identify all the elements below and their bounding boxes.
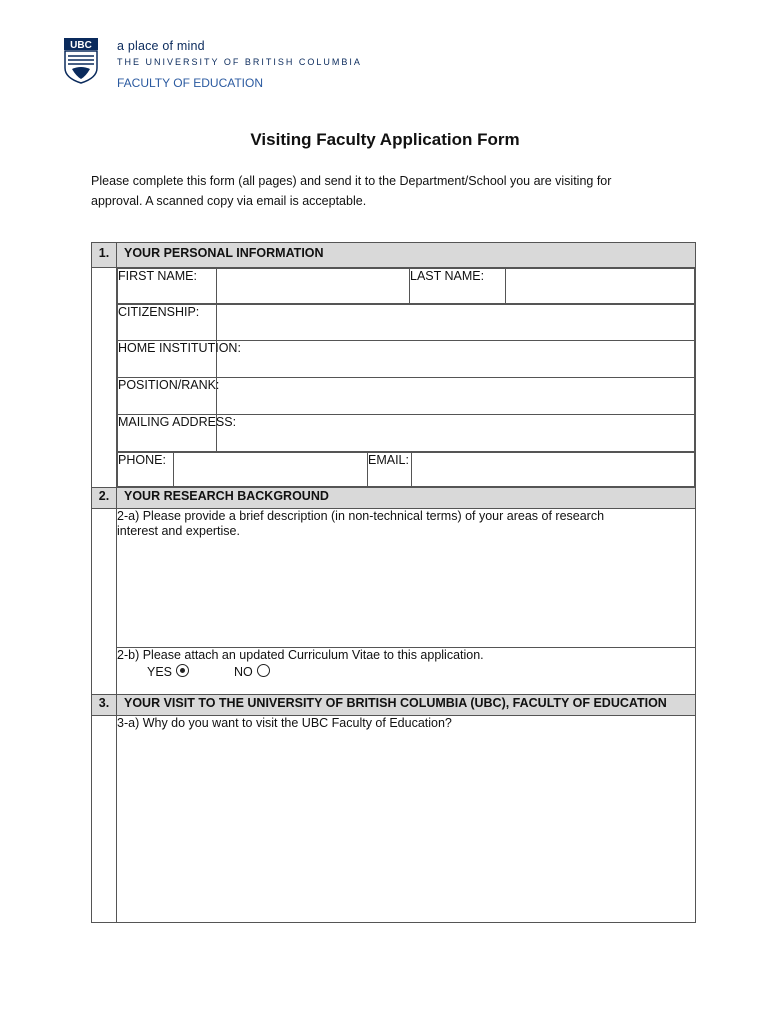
- cv-attach-row: [117, 648, 696, 695]
- phone-field[interactable]: [174, 453, 368, 487]
- mailing-address-label: MAILING ADDRESS:: [118, 415, 217, 452]
- intro-text: [91, 171, 691, 211]
- page-title: Visiting Faculty Application Form: [250, 130, 520, 149]
- first-name-field[interactable]: [217, 269, 410, 304]
- last-name-label: LAST NAME:: [410, 269, 506, 304]
- university-name: THE UNIVERSITY OF BRITISH COLUMBIA: [117, 57, 362, 67]
- section-3-number-spacer: [92, 716, 117, 923]
- section-2-number-spacer: [92, 509, 117, 695]
- faculty-name: FACULTY OF EDUCATION: [117, 76, 264, 90]
- home-institution-label: HOME INSTITUTION:: [118, 341, 217, 378]
- section-3-heading: YOUR VISIT TO THE UNIVERSITY OF BRITISH COLUMBIA (UBC), FACULTY OF EDUCATION: [117, 695, 696, 716]
- application-form-table: [91, 242, 696, 923]
- question-2a-line-1: 2-a) Please provide a brief description (in non-technical terms) of your areas of research: [117, 509, 605, 523]
- home-institution-field[interactable]: [217, 341, 695, 378]
- citizenship-label: CITIZENSHIP:: [118, 305, 217, 341]
- last-name-field[interactable]: [506, 269, 695, 304]
- section-2-number: 2.: [92, 488, 117, 509]
- no-label: NO: [233, 665, 253, 679]
- tagline: a place of mind: [117, 39, 205, 53]
- section-1-number-spacer: [92, 268, 117, 488]
- section-3-number: 3.: [92, 695, 117, 716]
- ubc-crest-logo: [64, 38, 98, 84]
- position-rank-field[interactable]: [217, 378, 695, 415]
- citizenship-field[interactable]: [217, 305, 695, 341]
- position-rank-label: POSITION/RANK:: [118, 378, 217, 415]
- section-1-number: 1.: [92, 243, 117, 268]
- intro-line-2: approval. A scanned copy via email is acceptable.: [91, 194, 367, 208]
- yes-label: YES: [147, 665, 173, 679]
- section-2-heading: YOUR RESEARCH BACKGROUND: [117, 488, 696, 509]
- intro-line-1: Please complete this form (all pages) and send it to the Department/School you are visiting for: [91, 174, 612, 188]
- visit-reason-field[interactable]: [117, 716, 696, 923]
- research-description-field[interactable]: [117, 509, 696, 648]
- phone-label: PHONE:: [118, 453, 174, 487]
- first-name-label: FIRST NAME:: [118, 269, 217, 304]
- header: [62, 36, 382, 96]
- email-field[interactable]: [412, 453, 695, 487]
- mailing-address-field[interactable]: [217, 415, 695, 452]
- email-label: EMAIL:: [368, 453, 412, 487]
- logo-text: UBC: [70, 40, 92, 51]
- question-3a: 3-a) Why do you want to visit the UBC Faculty of Education?: [117, 716, 452, 730]
- question-2b: 2-b) Please attach an updated Curriculum Vitae to this application.: [117, 648, 484, 662]
- personal-info-table: [117, 268, 695, 304]
- section-1-heading: YOUR PERSONAL INFORMATION: [117, 243, 696, 268]
- yes-radio-icon[interactable]: [176, 664, 189, 677]
- no-radio-icon[interactable]: [257, 664, 270, 677]
- question-2a-line-2: interest and expertise.: [117, 524, 240, 538]
